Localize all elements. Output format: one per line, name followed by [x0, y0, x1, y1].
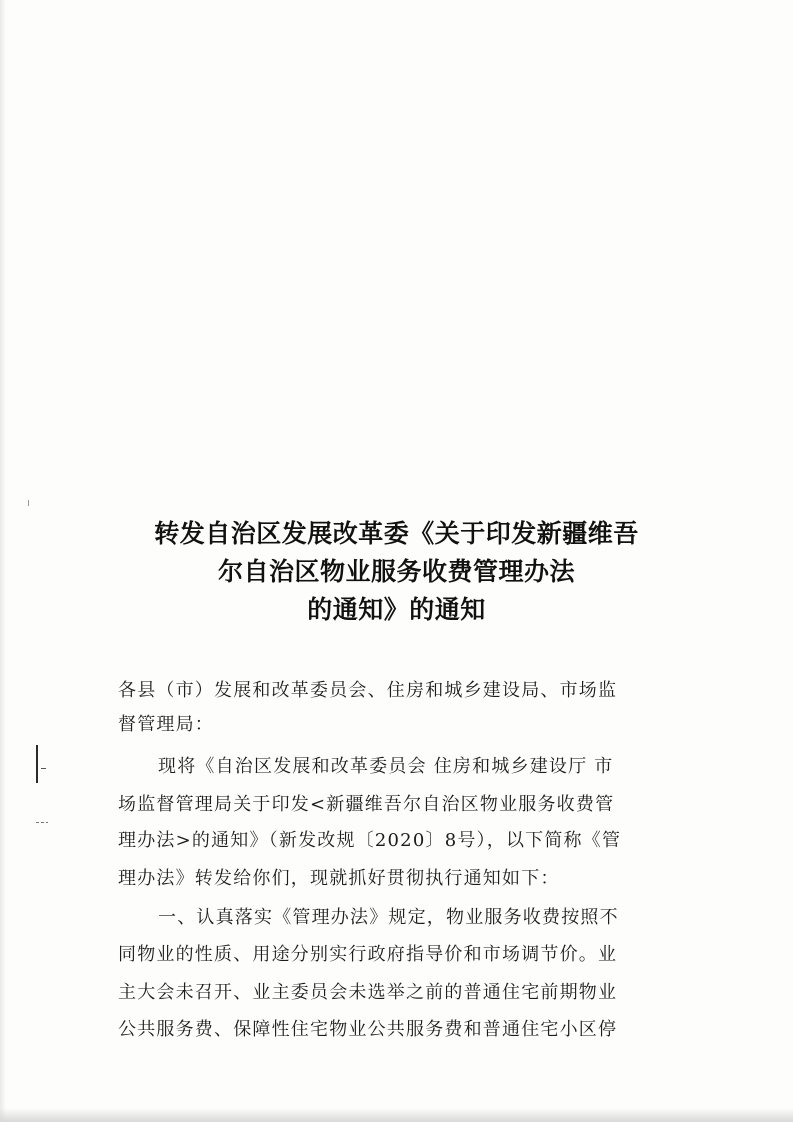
body-line: 理办法》转发给你们，现就抓好贯彻执行通知如下：: [118, 868, 560, 889]
scan-artifact-tick: [41, 768, 46, 769]
title-line-2: 尔自治区物业服务收费管理办法: [217, 557, 575, 586]
body-line: 场监督管理局关于印发<新疆维吾尔自治区物业服务收费管: [118, 794, 615, 815]
title-line-3: 的通知》的通知: [307, 595, 486, 624]
document-title: [60, 515, 733, 629]
scan-artifact-dashes: [36, 822, 48, 823]
body-line: 各县（市）发展和改革委员会、住房和城乡建设局、市场监: [118, 680, 618, 701]
body-line: 主大会未召开、业主委员会未选举之前的普通住宅前期物业: [118, 982, 618, 1003]
body-line: 督管理局：: [118, 714, 214, 735]
body-line: 一、认真落实《管理办法》规定，物业服务收费按照不: [158, 907, 619, 928]
body-line: 理办法>的通知》（新发改规〔2020〕8号），以下简称《管: [118, 830, 622, 851]
title-line-1: 转发自治区发展改革委《关于印发新疆维吾: [154, 519, 639, 548]
body-line: 公共服务费、保障性住宅物业公共服务费和普通住宅小区停: [118, 1019, 618, 1040]
body-line: 现将《自治区发展和改革委员会 住房和城乡建设厅 市: [158, 756, 614, 777]
scan-artifact-dot: [28, 500, 29, 506]
scan-bottom-shadow: [0, 1108, 793, 1122]
body-line: 同物业的性质、用途分别实行政府指导价和市场调节价。业: [118, 944, 618, 965]
scan-artifact-vertical-mark: [36, 745, 38, 783]
scan-edge-shadow: [0, 0, 6, 1122]
